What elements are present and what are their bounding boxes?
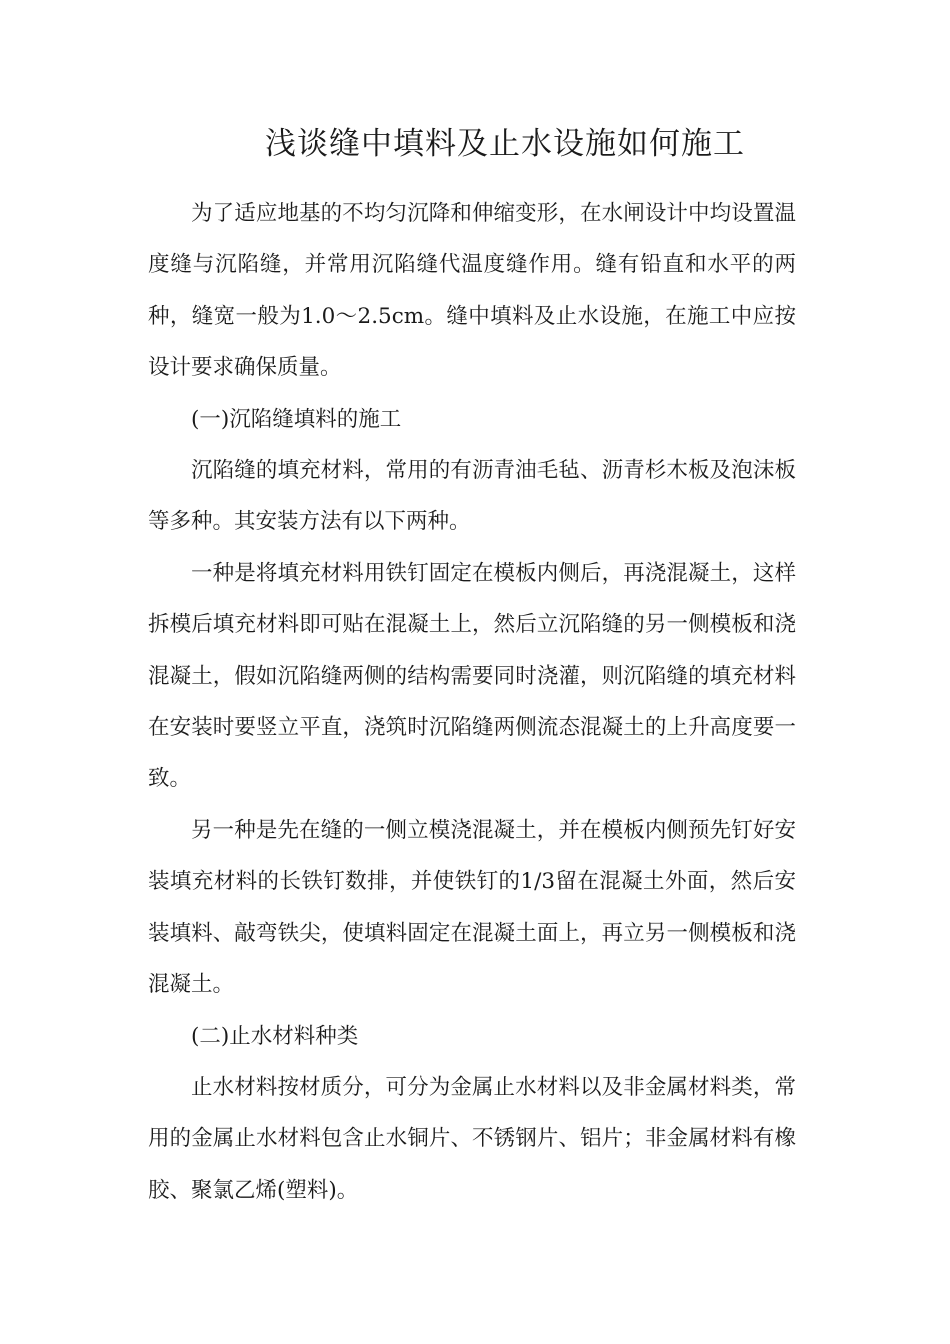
- document-body: [148, 188, 796, 1216]
- paragraph-method-two: 另一种是先在缝的一侧立模浇混凝土，并在模板内侧预先钉好安装填充材料的长铁钉数排，并使铁钉的1/3留在混凝土外面，然后安装填料、敲弯铁尖，使填料固定在混凝土面上，再立另一侧模板和浇混凝土。: [148, 817, 796, 998]
- section-heading-2: (二)止水材料种类: [191, 1023, 359, 1049]
- paragraph-waterstop-materials: 止水材料按材质分，可分为金属止水材料以及非金属材料类，常用的金属止水材料包含止水铜片、不锈钢片、铝片；非金属材料有橡胶、聚氯乙烯(塑料)。: [148, 1074, 796, 1203]
- paragraph-intro: 为了适应地基的不均匀沉降和伸缩变形，在水闸设计中均设置温度缝与沉陷缝，并常用沉陷缝代温度缝作用。缝有铅直和水平的两种，缝宽一般为1.0～2.5cm。缝中填料及止水设施，在施工中应按设计要求确保质量。: [148, 201, 796, 381]
- section-heading-1: (一)沉陷缝填料的施工: [191, 406, 402, 432]
- paragraph-method-one: 一种是将填充材料用铁钉固定在模板内侧后，再浇混凝土，这样拆模后填充材料即可贴在混凝土上，然后立沉陷缝的另一侧模板和浇混凝土，假如沉陷缝两侧的结构需要同时浇灌，则沉陷缝的填充材料在安装时要竖立平直，浇筑时沉陷缝两侧流态混凝土的上升高度要一致。: [148, 560, 796, 792]
- document-title: 浅谈缝中填料及止水设施如何施工: [265, 126, 745, 162]
- paragraph-fill-materials: 沉陷缝的填充材料，常用的有沥青油毛毡、沥青杉木板及泡沫板等多种。其安装方法有以下两种。: [148, 458, 796, 535]
